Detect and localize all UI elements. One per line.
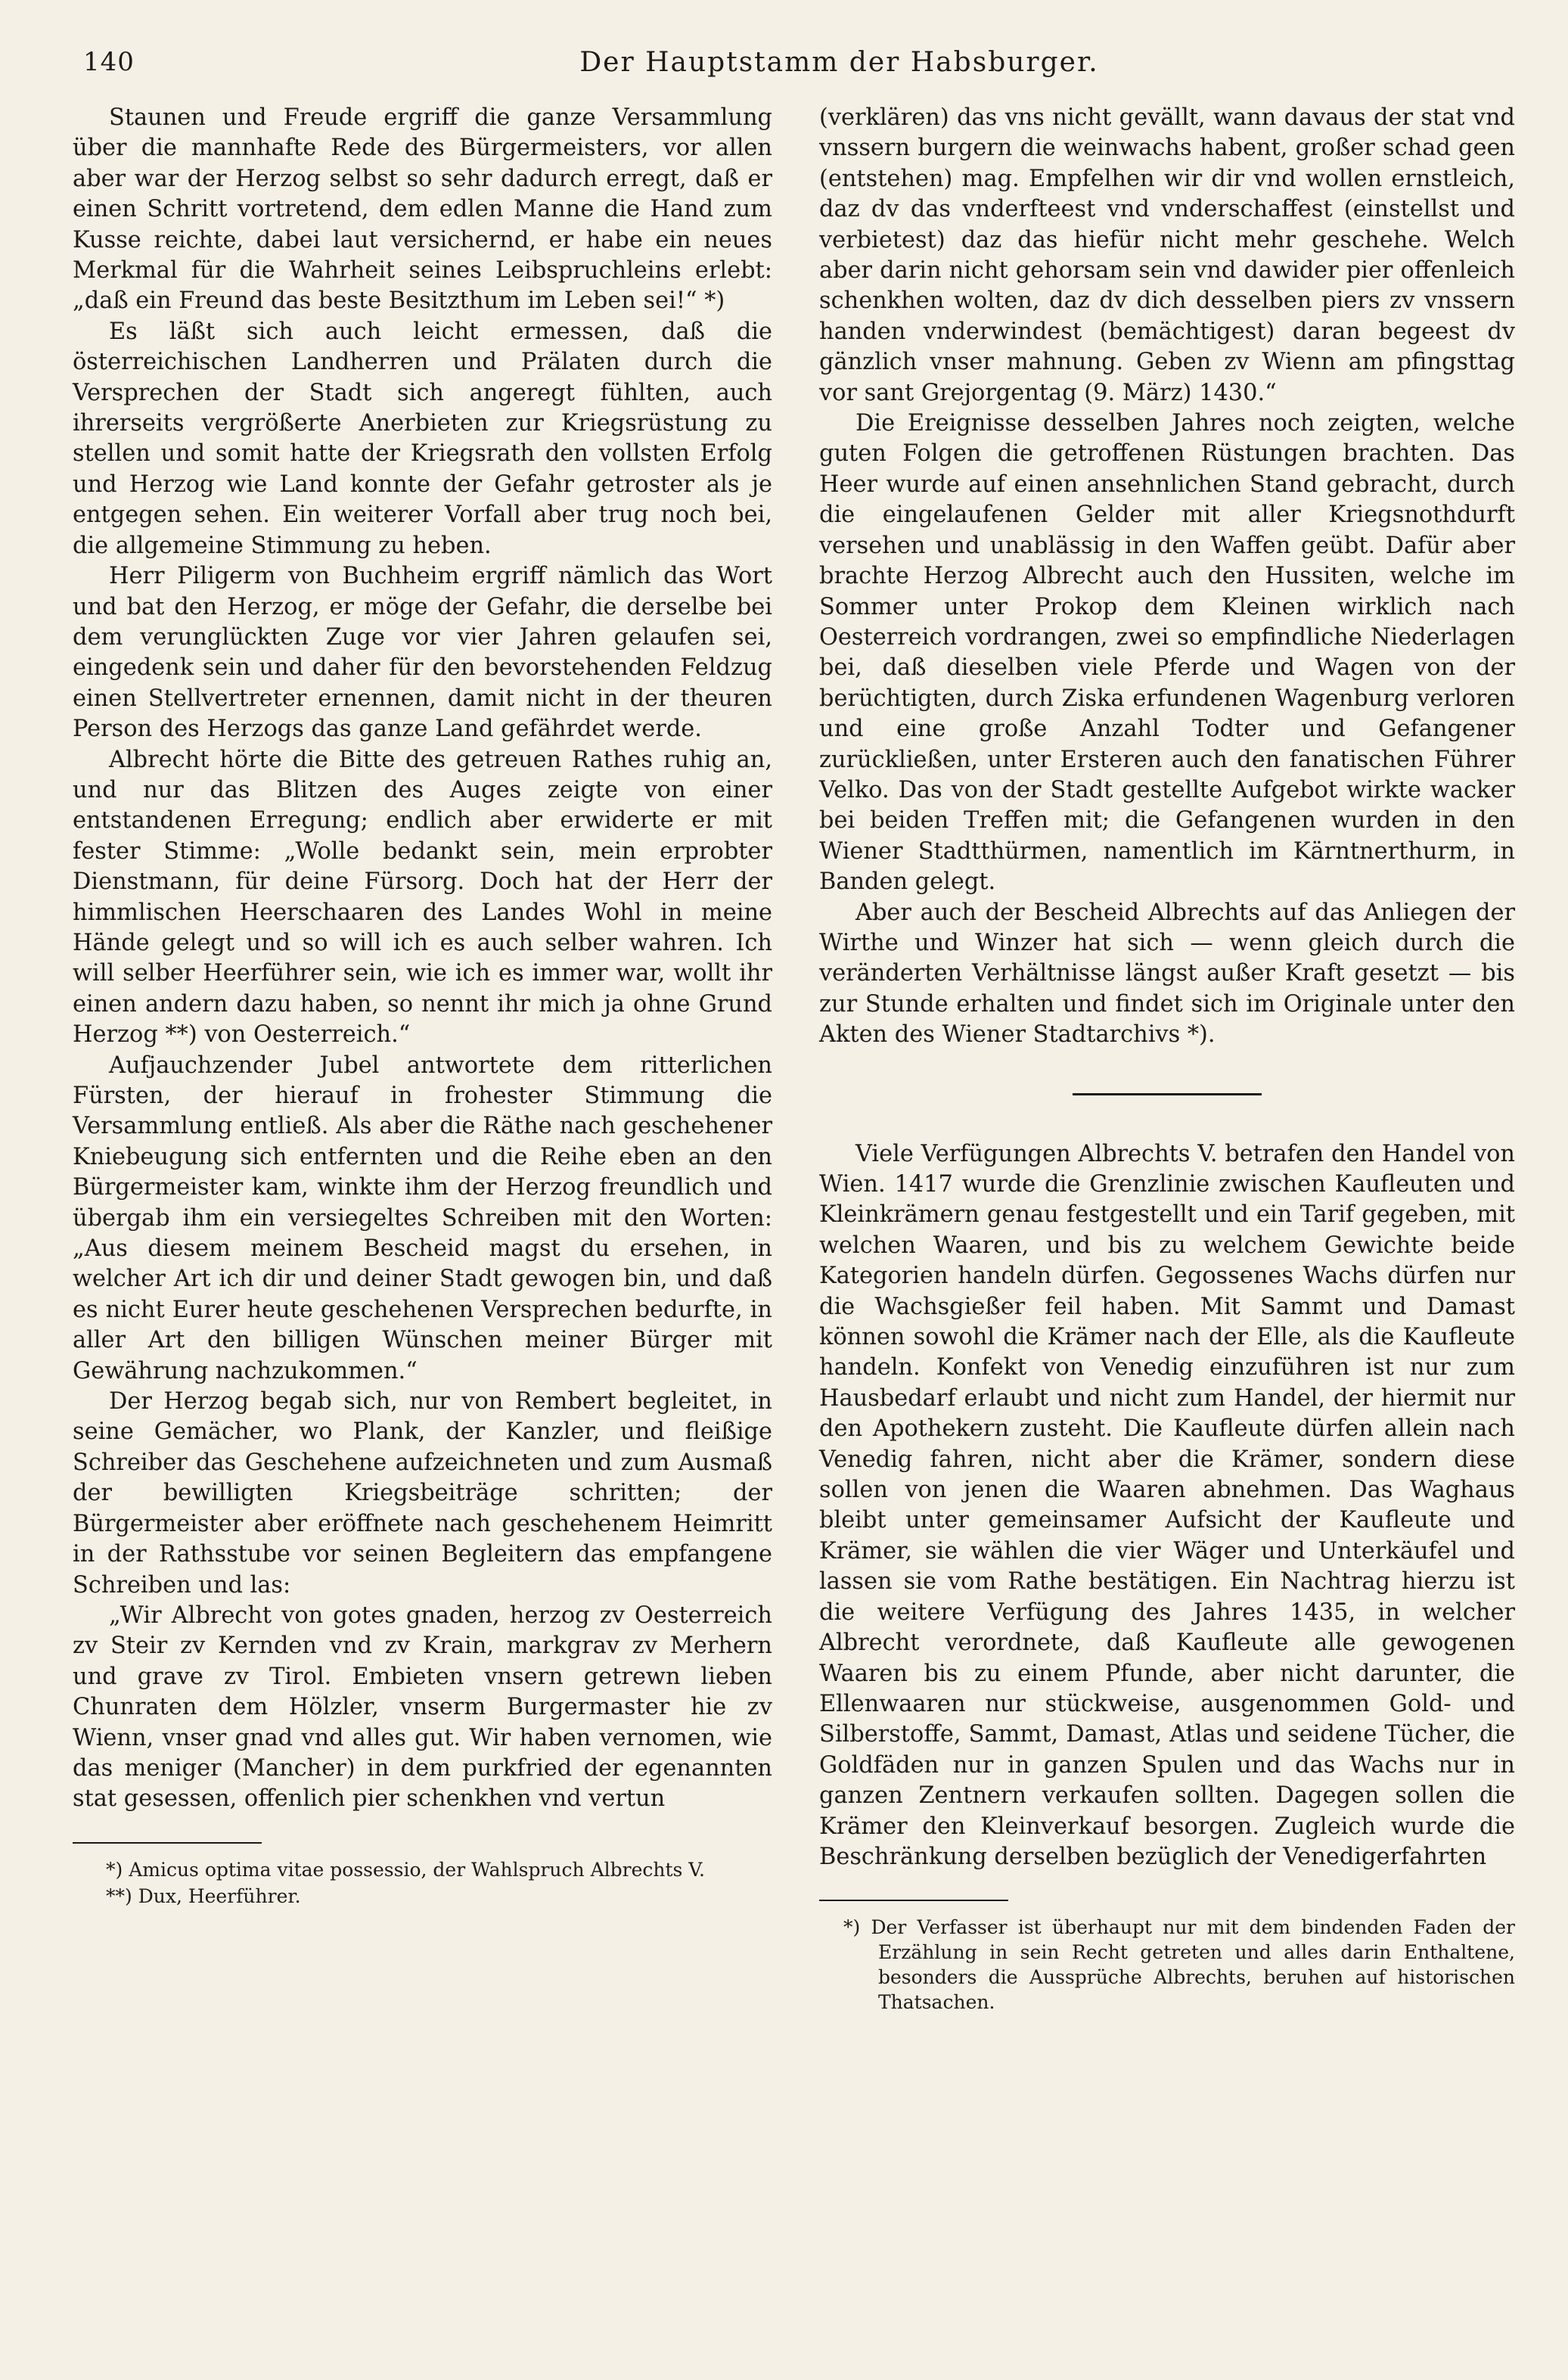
quoted-letter-continued: (verklären) das vns nicht gevällt, wann davaus der stat vnd vnssern burgern die weinwachs habent, großer schad geen (entstehen) mag. Empfelhen wir dir vnd wollen ernstleich, daz dv das vnderfteest vnd vnderschaffest (einstellst und verbietest) daz das hiefür nicht mehr geschehe. Welch aber darin nicht gehorsam sein vnd dawider pier offenleich schenkhen wolten, daz dv dich desselben piers zv vnssern handen vnderwindest (bemächtigest) daran begeest dv gänzlich vnser mahnung. Geben zv Wienn am pfingsttag vor sant Grejorgentag (9. März) 1430.“: [819, 104, 1515, 406]
paragraph: Es läßt sich auch leicht ermessen, daß die österreichischen Landherren und Prälaten durch die Versprechen der Stadt sich angeregt fühlten, auch ihrerseits vergrößerte Anerbieten zur Kriegsrüstung zu stellen und somit hatte der Kriegsrath den vollsten Erfolg und Herzog wie Land konnte der Gefahr getroster als je entgegen sehen. Ein weiterer Vorfall aber trug noch bei, die allgemeine Stimmung zu heben.: [73, 318, 772, 559]
running-head: [73, 47, 1515, 91]
footnote-rule: [819, 1900, 1008, 1901]
section-divider: [1073, 1093, 1262, 1095]
left-footnotes: [73, 1842, 772, 1909]
paragraph: Herr Piligerm von Buchheim ergriff nämlich das Wort und bat den Herzog, er möge der Gefahr, die derselbe bei dem verunglückten Zuge vor vier Jahren gelaufen sei, eingedenk sein und daher für den bevorstehenden Feldzug einen Stellvertreter ernennen, damit nicht in der theuren Person des Herzogs das ganze Land gefährdet werde.: [73, 563, 772, 743]
footnote-rule: [73, 1842, 262, 1844]
right-column: [819, 103, 1515, 2016]
paragraph: Die Ereignisse desselben Jahres noch zeigten, welche guten Folgen die getroffenen Rüstungen brachten. Das Heer wurde auf einen ansehnlichen Stand gebracht, durch die eingelaufenen Gelder mit aller Kriegsnothdurft versehen und unablässig in den Waffen geübt. Dafür aber brachte Herzog Albrecht auch den Hussiten, welche im Sommer unter Prokop dem Kleinen wirklich nach Oesterreich vordrangen, zwei so empfindliche Niederlagen bei, daß dieselben viele Pferde und Wagen von der berüchtigten, durch Ziska erfundenen Wagenburg verloren und eine große Anzahl Todter und Gefangener zurückließen, unter Ersteren auch den fanatischen Führer Velko. Das von der Stadt gestellte Aufgebot wirkte wacker bei beiden Treffen mit; die Gefangenen wurden in den Wiener Stadtthürmen, namentlich im Kärntnerthurm, in Banden gelegt.: [819, 410, 1515, 896]
footnote: **) Dux, Heerführer.: [106, 1884, 301, 1907]
paragraph: Aber auch der Bescheid Albrechts auf das Anliegen der Wirthe und Winzer hat sich — wenn gleich durch die veränderten Verhältnisse längst außer Kraft gesetzt — bis zur Stunde erhalten und findet sich im Originale unter den Akten des Wiener Stadtarchivs *).: [819, 899, 1515, 1049]
paragraph: Viele Verfügungen Albrechts V. betrafen den Handel von Wien. 1417 wurde die Grenzlinie zwischen Kaufleuten und Kleinkrämern genau festgestellt und ein Tarif gegeben, mit welchen Waaren, und bis zu welchem Gewichte beide Kategorien handeln dürfen. Gegossenes Wachs dürfen nur die Wachsgießer feil haben. Mit Sammt und Damast können sowohl die Krämer nach der Elle, als die Kaufleute handeln. Konfekt von Venedig einzuführen ist nur zum Hausbedarf erlaubt und nicht zum Handel, der hiermit nur den Apothekern zusteht. Die Kaufleute dürfen allein nach Venedig fahren, nicht aber die Krämer, sondern diese sollen von jenen die Waaren abnehmen. Das Waghaus bleibt unter gemeinsamer Aufsicht der Kaufleute und Krämer, sie wählen die vier Wäger und Unterkäufel und lassen sie vom Rathe bestätigen. Ein Nachtrag hierzu ist die weitere Verfügung des Jahres 1435, in welcher Albrecht verordnete, daß Kaufleute alle gewogenen Waaren bis zu einem Pfunde, aber nicht darunter, die Ellenwaaren nur stückweise, ausgenommen Gold- und Silberstoffe, Sammt, Damast, Atlas und seidene Tücher, die Goldfäden nur in ganzen Spulen und das Wachs nur in ganzen Zentnern verkaufen sollten. Dagegen sollen die Krämer den Kleinverkauf besorgen. Zugleich wurde die Beschränkung derselben bezüglich der Venedigerfahrten: [819, 1140, 1515, 1870]
paragraph: Aufjauchzender Jubel antwortete dem ritterlichen Fürsten, der hierauf in frohester Stimmung die Versammlung entließ. Als aber die Räthe nach geschehener Kniebeugung sich entfernten und die Reihe eben an den Bürgermeister kam, winkte ihm der Herzog freundlich und übergab ihm ein versiegeltes Schreiben mit den Worten: „Aus diesem meinem Beschеid magst du ersehen, in welcher Art ich dir und deiner Stadt gewogen bin, und daß es nicht Eurer heute geschehenen Versprechen bedurfte, in aller Art den billigen Wünschen meiner Bürger mit Gewährung nachzukommen.“: [73, 1052, 772, 1384]
running-title: Der Hauptstamm der Habsburger.: [579, 47, 1099, 78]
paragraph: Der Herzog begab sich, nur von Rembert begleitet, in seine Gemächer, wo Plank, der Kanzler, und fleißige Schreiber das Geschehene aufzeichneten und zum Ausmaß der bewilligten Kriegsbeiträge schritten; der Bürgermeister aber eröffnete nach geschehenem Heimritt in der Rathsstube vor seinen Begleitern das empfangene Schreiben und las:: [73, 1388, 772, 1599]
footnote: *) Amicus optima vitae possessio, der Wahlspruch Albrechts V.: [106, 1858, 705, 1881]
left-column: [73, 103, 772, 2016]
paragraph: Albrecht hörte die Bitte des getreuen Rathes ruhig an, und nur das Blitzen des Auges zeigte von einer entstandenen Erregung; endlich aber erwiderte er mit fester Stimme: „Wolle bedankt sein, mein erprobter Dienstmann, für deine Fürsorg. Doch hat der Herr der himmlischen Heerschaaren des Landes Wohl in meine Hände gelegt und so will ich es auch selber wahren. Ich will selber Heerführer sein, wie ich es immer war, wollt ihr einen andern dazu haben, so nennt ihr mich ja ohne Grund Herzog **) von Oesterreich.“: [73, 746, 772, 1049]
paragraph: Staunen und Freude ergriff die ganze Versammlung über die mannhafte Rede des Bürgermeisters, vor allen aber war der Herzog selbst so sehr dadurch erregt, daß er einen Schritt vortretend, dem edlen Manne die Hand zum Kusse reichte, dabei laut versichernd, er habe ein neues Merkmal für die Wahrheit seines Leibspruchleins erlebt: „daß ein Freund das beste Besitzthum im Leben sei!“ *): [73, 104, 772, 315]
footnote: *) Der Verfasser ist überhaupt nur mit dem bindenden Faden der Erzählung in sein Recht getreten und alles darin Enthaltene, besonders die Aussprüche Albrechts, beruhen auf historischen Thatsachen.: [843, 1916, 1515, 2014]
page-number: 140: [83, 47, 135, 77]
text-columns: [73, 103, 1515, 2016]
right-footnotes: [819, 1900, 1515, 2015]
quoted-letter: „Wir Albrecht von gotes gnaden, herzog zv Oesterreich zv Steir zv Kernden vnd zv Krain, markgrav zv Merhern und grave zv Tirol. Embieten vnsern getrewn lieben Chunraten dem Hölzler, vnserm Burgermaster hie zv Wienn, vnser gnad vnd alles gut. Wir haben vernomen, wie das meniger (Mancher) in dem purkfried der egenannten stat gesessen, offenlich pier schenkhen vnd vertun: [73, 1602, 772, 1813]
